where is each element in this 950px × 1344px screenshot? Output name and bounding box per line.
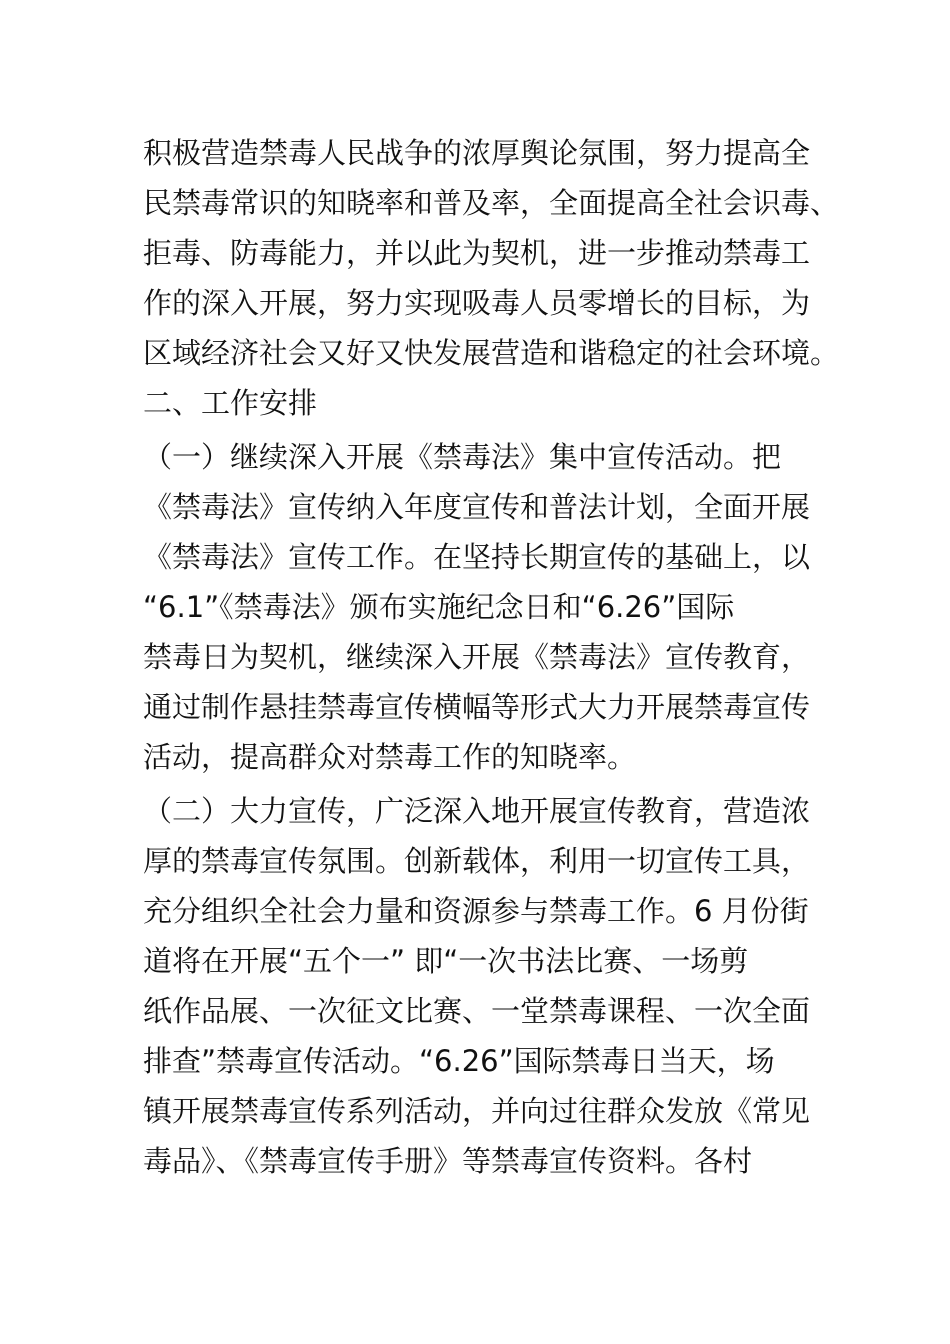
text-line-15: 厚的禁毒宣传氛围。创新载体，利用一切宣传工具， bbox=[143, 844, 811, 878]
text-line-5: 区域经济社会又好又快发展营造和谐稳定的社会环境。 bbox=[143, 336, 840, 370]
text-line-9: 《禁毒法》宣传工作。在坚持长期宣传的基础上，以 bbox=[143, 540, 811, 574]
text-line-11: 禁毒日为契机，继续深入开展《禁毒法》宣传教育， bbox=[143, 640, 811, 674]
section-heading: 二、工作安排 bbox=[143, 386, 318, 420]
text-line-7: （一）继续深入开展《禁毒法》集中宣传活动。把 bbox=[143, 440, 782, 474]
text-line-1: 积极营造禁毒人民战争的浓厚舆论氛围，努力提高全 bbox=[143, 136, 811, 170]
text-line-16: 充分组织全社会力量和资源参与禁毒工作。6 月份街 bbox=[143, 894, 809, 928]
text-line-2: 民禁毒常识的知晓率和普及率，全面提高全社会识毒、 bbox=[143, 186, 840, 220]
text-line-20: 镇开展禁毒宣传系列活动，并向过往群众发放《常见 bbox=[143, 1094, 811, 1128]
text-line-17: 道将在开展“五个一” 即“一次书法比赛、一场剪 bbox=[143, 944, 749, 978]
text-line-10: “6.1”《禁毒法》颁布实施纪念日和“6.26”国际 bbox=[143, 590, 735, 624]
text-line-3: 拒毒、防毒能力，并以此为契机，进一步推动禁毒工 bbox=[143, 236, 811, 270]
text-line-13: 活动，提高群众对禁毒工作的知晓率。 bbox=[143, 740, 637, 774]
text-line-14: （二）大力宣传，广泛深入地开展宣传教育，营造浓 bbox=[143, 794, 811, 828]
text-line-4: 作的深入开展，努力实现吸毒人员零增长的目标，为 bbox=[143, 286, 811, 320]
document-body bbox=[143, 128, 840, 1186]
text-line-12: 通过制作悬挂禁毒宣传横幅等形式大力开展禁毒宣传 bbox=[143, 690, 811, 724]
text-line-18: 纸作品展、一次征文比赛、一堂禁毒课程、一次全面 bbox=[143, 994, 811, 1028]
text-line-8: 《禁毒法》宣传纳入年度宣传和普法计划，全面开展 bbox=[143, 490, 811, 524]
text-line-19: 排查”禁毒宣传活动。“6.26”国际禁毒日当天，场 bbox=[143, 1044, 775, 1078]
text-line-21: 毒品》、《禁毒宣传手册》等禁毒宣传资料。各村 bbox=[143, 1144, 753, 1178]
